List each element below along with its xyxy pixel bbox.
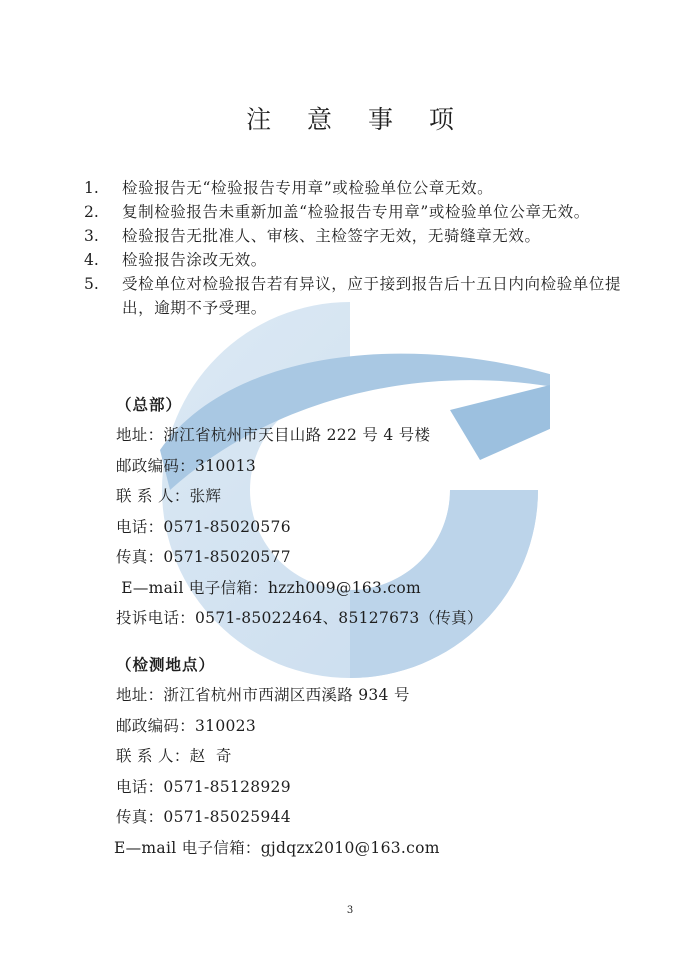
hq-fax-label: 传真： <box>116 548 164 566</box>
hq-complaint-label: 投诉电话： <box>116 609 196 627</box>
hq-address-value: 浙江省杭州市天目山路 222 号 4 号楼 <box>163 426 431 444</box>
note-item <box>80 200 650 224</box>
site-address-value: 浙江省杭州市西湖区西溪路 934 号 <box>163 686 410 704</box>
note-number: 4. <box>84 251 99 269</box>
page-title: 注 意 事 项 <box>246 105 468 134</box>
site-contact <box>116 741 676 772</box>
hq-postcode-label: 邮政编码： <box>116 456 196 475</box>
site-postcode-label: 邮政编码： <box>116 716 196 735</box>
hq-phone <box>116 512 676 543</box>
site-email <box>114 833 676 864</box>
hq-contact <box>116 481 676 512</box>
note-item <box>80 176 650 200</box>
site-fax-label: 传真： <box>116 808 164 826</box>
note-item <box>80 248 650 272</box>
site-address-label: 地址： <box>116 686 164 704</box>
site-fax-value: 0571-85025944 <box>163 808 291 826</box>
notes-list <box>80 176 650 320</box>
page-number: 3 <box>346 905 354 916</box>
hq-complaint-value: 0571-85022464、85127673（传真） <box>195 609 483 627</box>
hq-address <box>116 420 676 451</box>
note-number: 1. <box>84 179 99 197</box>
hq-phone-label: 电话： <box>116 517 164 536</box>
note-text: 检验报告无批准人、审核、主检签字无效，无骑缝章无效。 <box>122 227 541 245</box>
hq-email <box>116 573 676 604</box>
site-phone <box>116 772 676 803</box>
hq-complaint-phone <box>116 603 676 634</box>
note-item <box>80 224 650 248</box>
hq-contact-label: 联 系 人： <box>116 487 190 505</box>
site-postcode <box>116 711 676 742</box>
site-address <box>116 680 676 711</box>
site-fax <box>116 802 676 833</box>
hq-email-label: E—mail 电子信箱： <box>116 578 268 597</box>
site-email-label: E—mail 电子信箱： <box>114 838 261 857</box>
hq-postcode <box>116 451 676 482</box>
note-text: 检验报告涂改无效。 <box>122 251 267 269</box>
headquarters-heading: （总部） <box>116 395 183 414</box>
note-item <box>80 272 650 320</box>
hq-fax-value: 0571-85020577 <box>163 548 291 566</box>
note-number: 3. <box>84 227 99 245</box>
testing-site-heading: （检测地点） <box>116 655 216 674</box>
note-number: 2. <box>84 203 99 221</box>
note-text: 检验报告无“检验报告专用章”或检验单位公章无效。 <box>122 179 494 197</box>
site-phone-label: 电话： <box>116 777 164 796</box>
hq-phone-value: 0571-85020576 <box>163 517 291 536</box>
testing-site-section <box>116 650 676 863</box>
hq-contact-value: 张辉 <box>189 487 222 505</box>
hq-fax <box>116 542 676 573</box>
hq-address-label: 地址： <box>116 426 164 444</box>
site-phone-value: 0571-85128929 <box>163 777 291 796</box>
site-contact-label: 联 系 人： <box>116 747 190 765</box>
hq-postcode-value: 310013 <box>195 456 256 475</box>
note-number: 5. <box>84 275 99 293</box>
site-postcode-value: 310023 <box>195 716 256 735</box>
site-contact-value: 赵 奇 <box>189 747 232 765</box>
hq-email-value: hzzh009@163.com <box>267 578 422 597</box>
note-text: 复制检验报告未重新加盖“检验报告专用章”或检验单位公章无效。 <box>122 203 590 221</box>
note-text: 受检单位对检验报告若有异议，应于接到报告后十五日内向检验单位提出，逾期不予受理。 <box>122 275 622 317</box>
headquarters-section <box>116 390 676 634</box>
site-email-value: gjdqzx2010@163.com <box>260 838 440 857</box>
